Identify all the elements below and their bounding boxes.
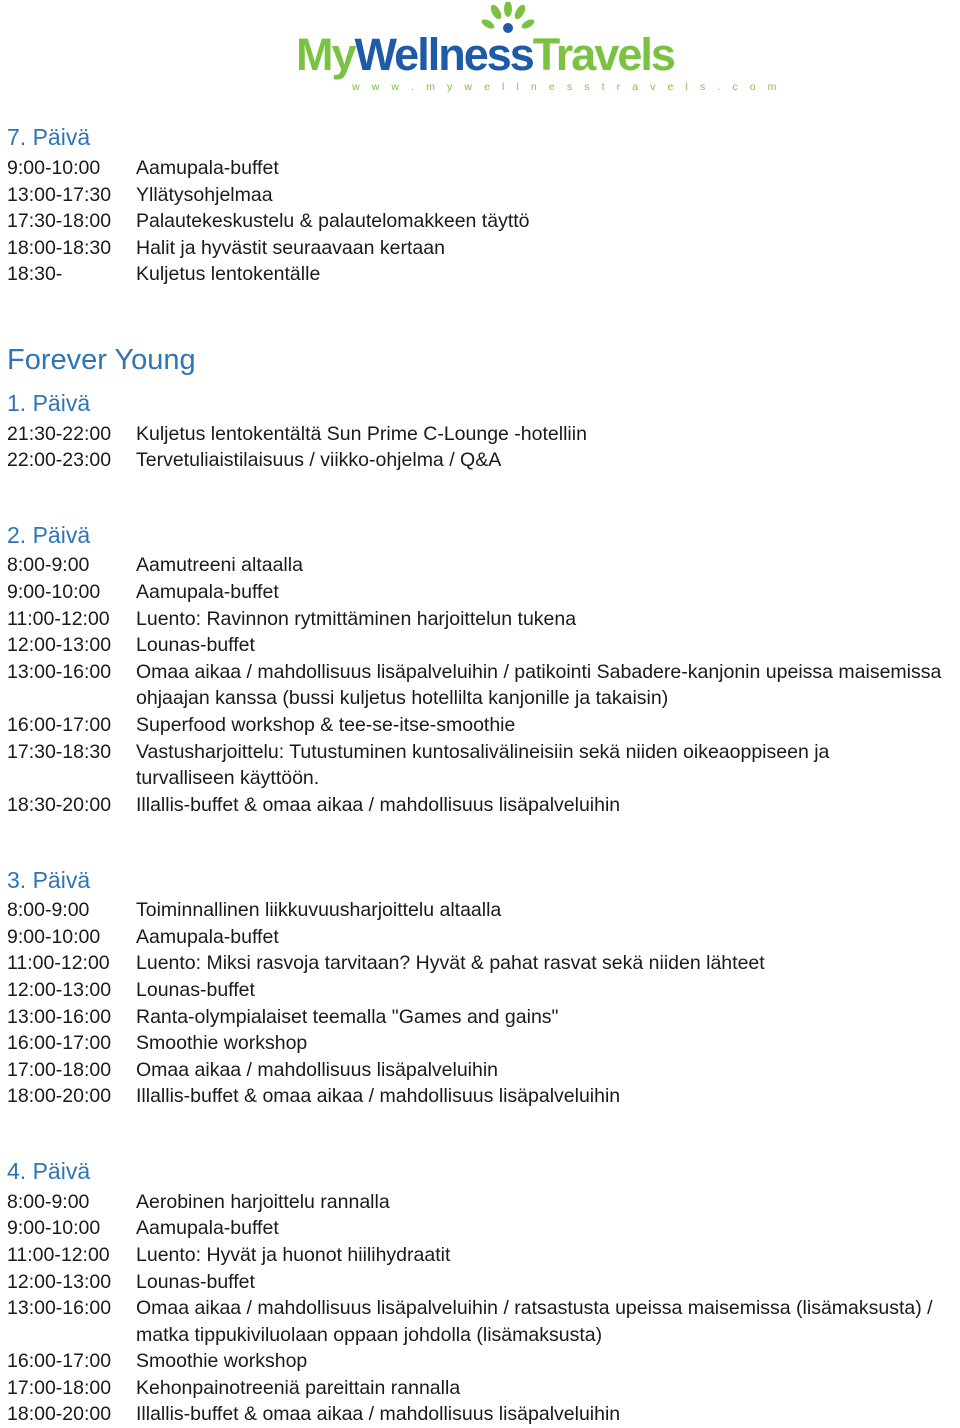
schedule-row: 9:00-10:00 Aamupala-buffet	[7, 1217, 279, 1239]
schedule-row: 21:30-22:00 Kuljetus lentokentältä Sun Prime C-Lounge -hotelliin	[7, 423, 587, 445]
schedule-row: 18:00-20:00 Illallis-buffet & omaa aikaa / mahdollisuus lisäpalveluihin	[7, 1403, 621, 1425]
schedule-row: 16:00-17:00 Superfood workshop & tee-se-itse-smoothie	[7, 714, 516, 736]
schedule-row: 9:00-10:00 Aamupala-buffet	[7, 581, 279, 603]
schedule-row: 12:00-13:00 Lounas-buffet	[7, 634, 255, 656]
schedule-row: 8:00-9:00 Toiminnallinen liikkuvuusharjoittelu altaalla	[7, 899, 502, 921]
schedule-row: 17:30-18:30 Vastusharjoittelu: Tutustuminen kuntosalivälineisiin sekä niiden oikeaoppiseen ja	[7, 741, 830, 763]
schedule-row: 12:00-13:00 Lounas-buffet	[7, 979, 255, 1001]
day7-heading: 7. Päivä	[7, 124, 91, 150]
schedule-row: 13:00-16:00 Ranta-olympialaiset teemalla "Games and gains"	[7, 1006, 559, 1028]
schedule-row: 16:00-17:00 Smoothie workshop	[7, 1032, 308, 1054]
schedule-row: 9:00-10:00 Aamupala-buffet	[7, 926, 279, 948]
schedule-row: 13:00-16:00 Omaa aikaa / mahdollisuus lisäpalveluihin / patikointi Sabadere-kanjonin upeissa maisemissa	[7, 661, 942, 683]
day3-heading: 3. Päivä	[7, 867, 91, 893]
schedule-row: 17:30-18:00 Palautekeskustelu & palautelomakkeen täyttö	[7, 210, 530, 232]
day2-heading: 2. Päivä	[7, 522, 91, 548]
schedule-row: 22:00-23:00 Tervetuliaistilaisuus / viikko-ohjelma / Q&A	[7, 449, 502, 471]
schedule-row-continuation: matka tippukiviluolaan oppaan johdolla (lisämaksusta)	[136, 1324, 603, 1346]
brand-logo	[296, 2, 782, 94]
schedule-row: 11:00-12:00 Luento: Miksi rasvoja tarvitaan? Hyvät & pahat rasvat sekä niiden lähteet	[7, 952, 765, 974]
schedule-row: 17:00-18:00 Kehonpainotreeniä pareittain rannalla	[7, 1377, 461, 1399]
schedule-row: 8:00-9:00 Aamutreeni altaalla	[7, 554, 303, 576]
schedule-row: 17:00-18:00 Omaa aikaa / mahdollisuus lisäpalveluihin	[7, 1059, 499, 1081]
schedule-row: 18:30-20:00 Illallis-buffet & omaa aikaa / mahdollisuus lisäpalveluihin	[7, 794, 621, 816]
schedule-row: 11:00-12:00 Luento: Ravinnon rytmittäminen harjoittelun tukena	[7, 608, 577, 630]
schedule-row: 12:00-13:00 Lounas-buffet	[7, 1271, 255, 1293]
day1-heading: 1. Päivä	[7, 390, 91, 416]
schedule-row: 8:00-9:00 Aerobinen harjoittelu rannalla	[7, 1191, 390, 1213]
day4-heading: 4. Päivä	[7, 1158, 91, 1184]
logo-wordmark: MyWellnessTravels	[296, 29, 674, 80]
logo-url: w w w . m y w e l l n e s s t r a v e l s . c o m	[352, 81, 782, 93]
schedule-row: 13:00-17:30 Yllätysohjelmaa	[7, 184, 273, 206]
schedule-row: 16:00-17:00 Smoothie workshop	[7, 1350, 308, 1372]
schedule-row: 11:00-12:00 Luento: Hyvät ja huonot hiilihydraatit	[7, 1244, 451, 1266]
schedule-row: 13:00-16:00 Omaa aikaa / mahdollisuus lisäpalveluihin / ratsastusta upeissa maisemissa (lisämaksusta) /	[7, 1297, 933, 1319]
schedule-row: 9:00-10:00 Aamupala-buffet	[7, 157, 279, 179]
schedule-row: 18:00-20:00 Illallis-buffet & omaa aikaa / mahdollisuus lisäpalveluihin	[7, 1085, 621, 1107]
schedule-row: 18:00-18:30 Halit ja hyvästit seuraavaan kertaan	[7, 237, 445, 259]
schedule-row-continuation: ohjaajan kanssa (bussi kuljetus hotellilta kanjonille ja takaisin)	[136, 687, 669, 709]
schedule-row-continuation: turvalliseen käyttöön.	[136, 767, 320, 789]
program-title: Forever Young	[7, 344, 196, 376]
schedule-row: 18:30- Kuljetus lentokentälle	[7, 263, 321, 285]
